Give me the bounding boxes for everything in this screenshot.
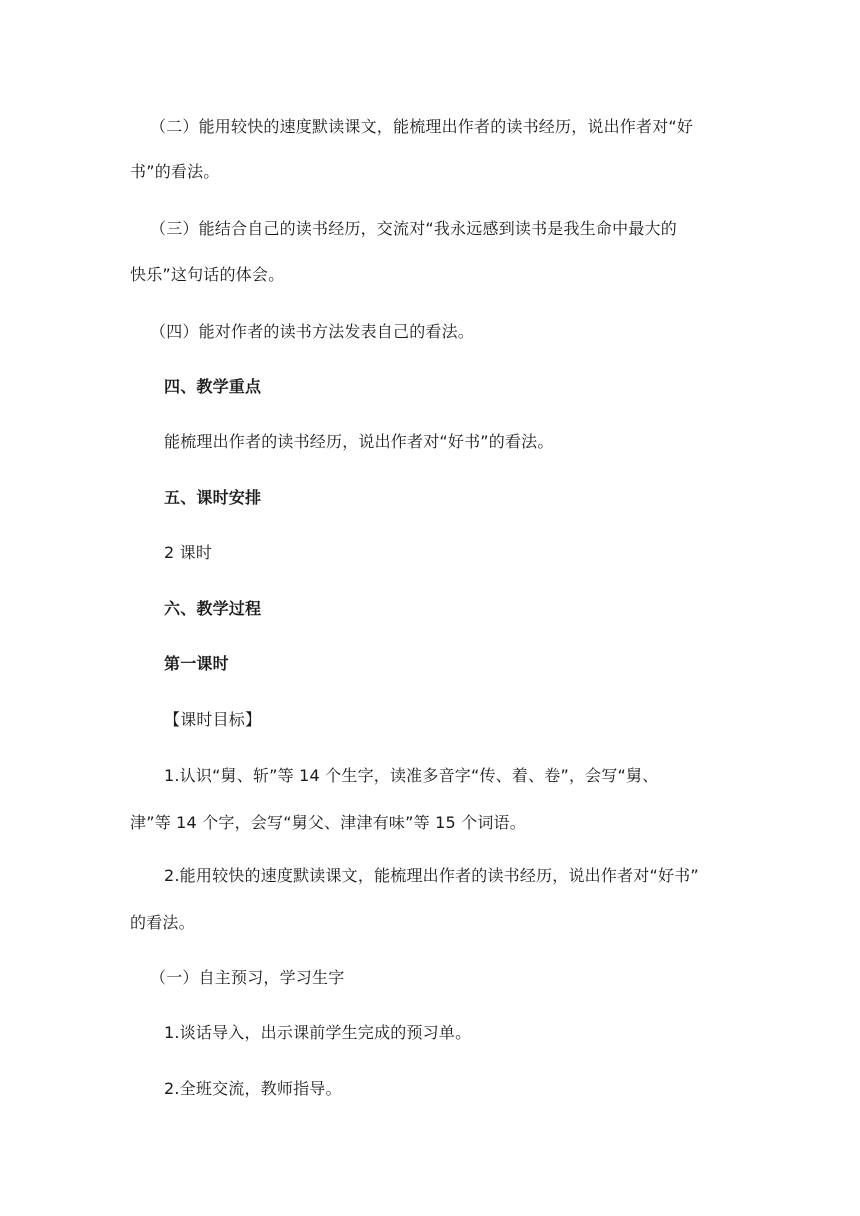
step-1-text: 1.谈话导入，出示课前学生完成的预习单。 (164, 1023, 472, 1042)
objective-3-line-2: 快乐”这句话的体会。 (130, 265, 285, 284)
schedule-text: 2 课时 (164, 543, 213, 562)
step-2-text: 2.全班交流，教师指导。 (164, 1079, 342, 1098)
key-points-text: 能梳理出作者的读书经历，说出作者对“好书”的看法。 (164, 432, 554, 451)
goal-1-line-1: 1.认识“舅、斩”等 14 个生字，读准多音字“传、着、卷”，会写“舅、 (164, 766, 659, 785)
goal-2-line-2: 的看法。 (130, 913, 195, 932)
lesson-goals-heading: 【课时目标】 (164, 710, 262, 729)
objective-2-line-1: （二）能用较快的速度默读课文，能梳理出作者的读书经历，说出作者对“好 (150, 117, 694, 136)
objective-2-line-2: 书”的看法。 (130, 162, 220, 181)
section-heading-key-points: 四、教学重点 (164, 377, 262, 396)
goal-2-line-1: 2.能用较快的速度默读课文，能梳理出作者的读书经历，说出作者对“好书” (164, 866, 699, 885)
lesson-title: 第一课时 (164, 654, 229, 673)
section-heading-schedule: 五、课时安排 (164, 488, 262, 507)
objective-3-line-1: （三）能结合自己的读书经历，交流对“我永远感到读书是我生命中最大的 (150, 219, 677, 238)
goal-1-line-2: 津”等 14 个字，会写“舅父、津津有味”等 15 个词语。 (130, 813, 526, 832)
objective-4: （四）能对作者的读书方法发表自己的看法。 (150, 322, 475, 341)
step-heading-preview: （一）自主预习，学习生字 (150, 968, 345, 987)
section-heading-process: 六、教学过程 (164, 599, 262, 618)
